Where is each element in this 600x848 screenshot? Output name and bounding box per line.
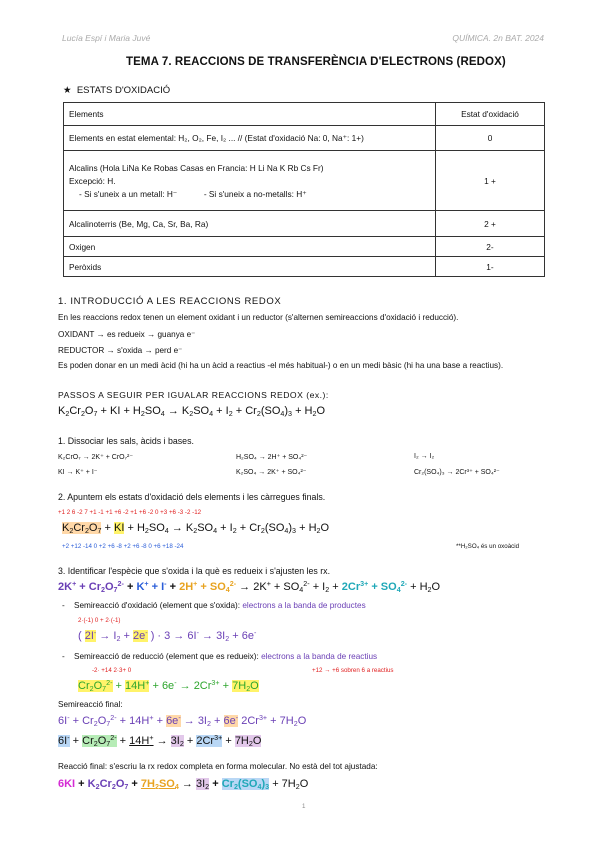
red-change: +12 → +6 sobren 6 a reactius [312,667,394,674]
table-row [64,257,545,277]
diss-a1: K₂CrO₇ → 2K⁺ + CrO₇²⁻ [58,454,134,461]
step2-equation: $K_2Cr_2O_7$ + KI + $H_2SO_4 \to K_2SO_4 + I_2 + Cr_2(SO_4)_3 + H_2O$ [62,522,330,535]
page-number: 1 [302,803,306,810]
final-label: Semireacció final: [58,700,123,709]
header-course: QUÍMICA. 2n BAT. 2024 [452,33,544,43]
oxid-note: electrons a la banda de productes [242,601,366,610]
oxid-label-text: Semireacció d'oxidació (element que s'oxida): [74,601,241,610]
red-label-text: Semireacció de reducció (element que es redueix): [74,652,259,661]
row-elements: Elements en estat elemental: H₂, O₂, Fe, I₂ ... // (Estat d'oxidació Na: 0, Na⁺: 1+) [64,126,436,151]
row-elements [64,151,436,211]
oxidation-table [63,102,545,277]
red-equation: $Cr_2O_7^{2-} + 14H^+ + 6e^- \to 2Cr^{3+} + 7H_2O$ [78,679,259,693]
estats-heading-text: ESTATS D'OXIDACIÓ [76,85,171,96]
row-elements: Peròxids [64,257,436,277]
row-estat: 2 + [436,211,545,237]
table-row [64,151,545,211]
diss-b2: K₂SO₄ → 2K⁺ + SO₄²⁻ [236,469,307,476]
col-elements: Elements [64,103,436,126]
diss-c2: Cr₂(SO₄)₃ → 2Cr³⁺ + SO₄²⁻ [414,469,500,476]
red-note: electrons a la banda de reactius [261,652,378,661]
oxid-equation: ( $2I^- \to I_2 + 2e^-$ ) · $3 \to 6I^- \to 3I_2 + 6e^-$ [78,629,257,643]
exception-cases [69,189,430,199]
diss-c1: I₂ → I₂ [414,453,435,460]
star-icon: ★ [63,85,72,96]
oxid-numbers: 2·(-1) 0 + 2·(-1) [78,617,121,624]
red-numbers: -2· +14 2·3+ 0 [92,667,132,674]
estats-heading [63,85,170,96]
diss-b1: H₂SO₄ → 2H⁺ + SO₄²⁻ [236,454,308,461]
oxid-label: - Semireacció d'oxidació (element que s'oxida): electrons a la banda de productes [62,601,366,610]
oxoacid-note: **H₂SO₄ és un oxoàcid [456,543,520,550]
table-row [64,126,545,151]
alcalins-text: Alcalins (Hola LiNa Ke Robas Casas en Francia: H Li Na K Rb Cs Fr) [69,162,324,173]
table-header-row [64,103,545,126]
step2: 2. Apuntem els estats d'oxidació dels elements i les càrregues finals. [58,492,326,502]
step1: 1. Dissociar les sals, àcids i bases. [58,436,194,446]
row-elements: Alcalinoterris (Be, Mg, Ca, Sr, Ba, Ra) [64,211,436,237]
ox-numbers-top: +1 2 6 -2 7 +1 -1 +1 +6 -2 +1 +6 -2 0 +3 +6 -3 -2 -12 [58,509,202,516]
table-row [64,211,545,237]
red-label: - Semireacció de reducció (element que es redueix): electrons a la banda de reactius [62,652,378,661]
final-eq1: $6I^- + Cr_2O_7^{2-} + 14H^+ + 6e^- \to 3I_2 + 6e^-$ $2Cr^{3+} + 7H_2O$ [58,714,307,728]
col-estat: Estat d'oxidació [436,103,545,126]
exception-metal: - Si s'uneix a un metall: H⁻ [79,188,178,199]
row-elements: Oxigen [64,237,436,257]
final-molecular-equation: $6KI + K_2Cr_2O_7 + 7H_2SO_4 \to 3I_2 + Cr_2(SO_4)_3 + 7H_2O$ [58,778,309,791]
intro-line4: Es poden donar en un medi àcid (hi ha un àcid a reactius -el més habitual-) o en un medi bàsic (hi ha una base a reactius). [58,361,504,370]
intro-line3: REDUCTOR → s'oxida → perd e⁻ [58,346,183,355]
ox-numbers-bottom: +2 +12 -14 0 +2 +6 -8 +2 +6 -8 0 +6 +18 -24 [62,543,184,550]
diss-a2: KI → K⁺ + I⁻ [58,469,98,476]
header-authors: Lucía Espí i Maria Juvé [62,33,151,43]
row-estat: 1- [436,257,545,277]
intro-line2: OXIDANT → es redueix → guanya e⁻ [58,330,196,339]
row-estat: 2- [436,237,545,257]
intro-heading: 1. INTRODUCCIÓ A LES REACCIONS REDOX [58,296,282,307]
exception-text: Excepció: H. [69,175,116,186]
row-estat: 0 [436,126,545,151]
page-title: TEMA 7. REACCIONS DE TRANSFERÈNCIA D'ELECTRONS (REDOX) [126,56,506,68]
passos-heading: PASSOS A SEGUIR PER IGUALAR REACCIONS REDOX (ex.): [58,390,329,400]
table-row [64,237,545,257]
row-estat: 1 + [436,151,545,211]
final-eq2: $6I^- + Cr_2O_7^{2-} + 14H^+ \to 3I_2 + 2Cr^{3+} + 7H_2O$ [58,734,262,748]
step3-equation: $2K^+ + Cr_2O_7^{2-} + K^+ + I^- + 2H^+ + SO_4^{2-} \to 2K^+ + SO_4^{2-} + I_2 + 2Cr^{3+} + SO_4^{2-} + H_2O$ [58,580,441,594]
intro-line1: En les reaccions redox tenen un element oxidant i un reductor (s'alternen semireaccions d'oxidació i reducció). [58,313,459,322]
final-reaction-text: Reacció final: s'escriu la rx redox completa en forma molecular. No està del tot ajustada: [58,762,378,771]
exception-nonmetal: - Si s'uneix a no-metalls: H⁺ [203,188,307,199]
main-equation: $K_2Cr_2O_7$ + KI + $H_2SO_4 \to K_2SO_4 + I_2 + Cr_2(SO_4)_3 + H_2O$ [58,405,326,418]
step3: 3. Identificar l'espècie que s'oxida i la què es redueix i s'ajusten les rx. [58,566,331,576]
